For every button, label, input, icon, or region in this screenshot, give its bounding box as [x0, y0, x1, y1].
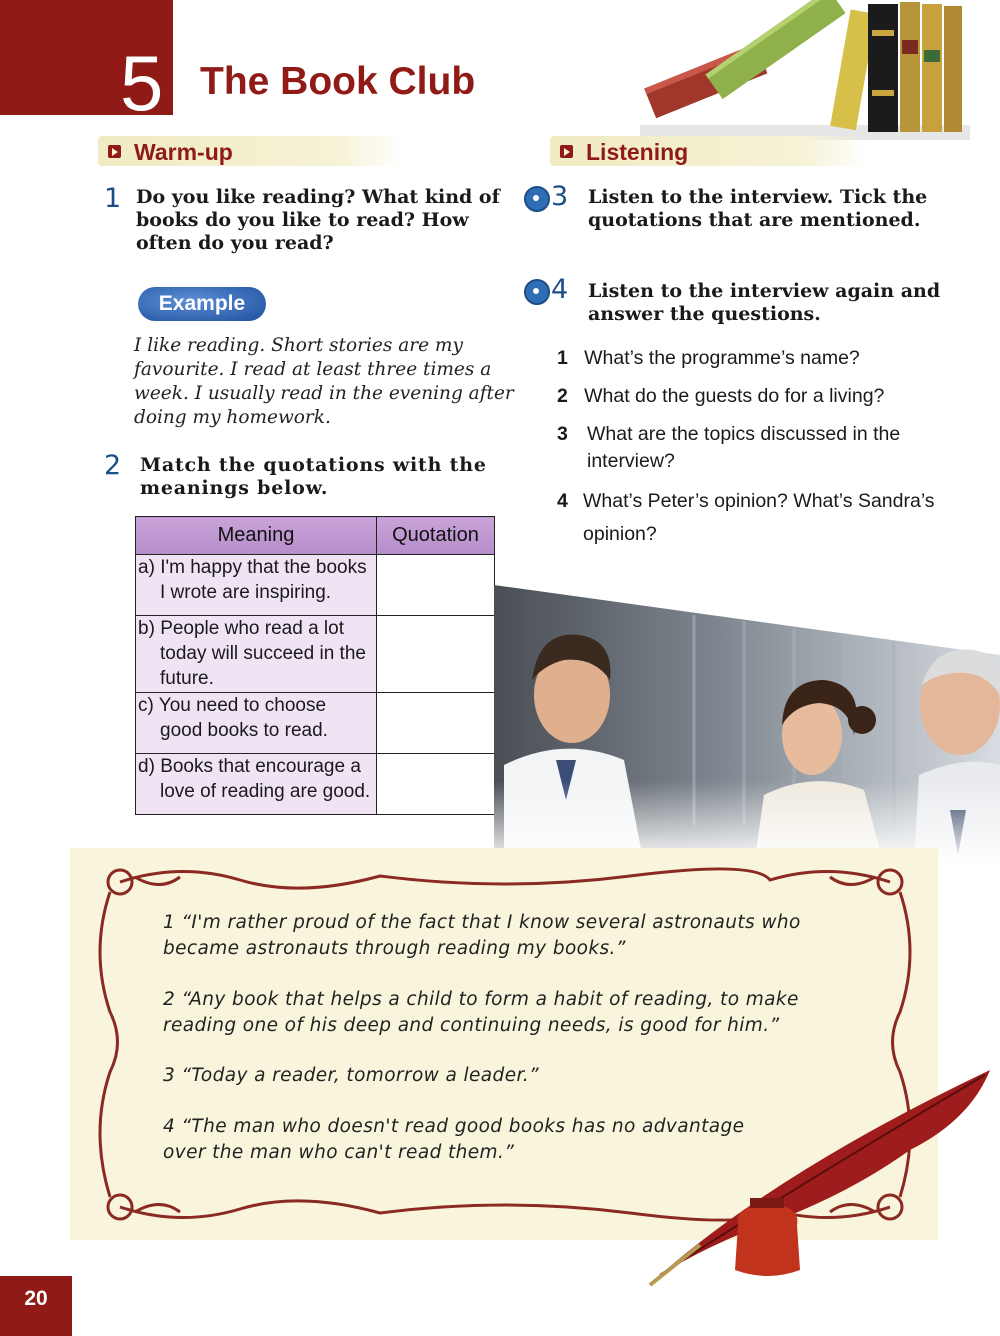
quote-number: 2 [163, 989, 176, 1010]
question-body: What’s Peter’s opinion? What’s Sandra’s opinion? [583, 490, 935, 545]
meaning-line: good books to read. [160, 720, 328, 741]
play-icon [560, 145, 573, 158]
question-number: 2 [104, 450, 122, 481]
question-body: What do the guests do for a living? [584, 385, 885, 407]
table-row [136, 616, 495, 693]
unit-number: 5 [120, 39, 164, 127]
listening-heading: Listening [586, 139, 689, 165]
question-text: Match the quotations with the meanings below. [140, 454, 487, 499]
example-badge: Example [138, 287, 266, 321]
meaning-line: love of reading are good. [160, 781, 371, 802]
play-icon [108, 145, 121, 158]
quote-text: “Any book that helps a child to form a habit of reading, to make reading one of his deep and continuing needs, is good for him.” [163, 989, 799, 1036]
quote-text: “I'm rather proud of the fact that I know several astronauts who became astronauts through reading my books.” [163, 912, 801, 959]
table-header-quotation: Quotation [377, 517, 495, 555]
quote-number: 3 [163, 1065, 176, 1086]
table-header-meaning: Meaning [136, 517, 377, 555]
quote-item [163, 910, 863, 962]
question-text: Do you like reading? What kind of books do you like to read? How often do you read? [136, 186, 500, 254]
listening-heading-bar [550, 136, 868, 166]
meaning-line: Books that encourage a [160, 756, 361, 777]
meaning-line: today will succeed in the [160, 643, 366, 664]
listening-question [557, 383, 947, 410]
row-letter: c) [138, 695, 154, 716]
quote-item [163, 987, 863, 1039]
table-row [136, 555, 495, 616]
books-illustration [640, 0, 970, 140]
question-index: 3 [557, 423, 568, 445]
table-row [136, 693, 495, 754]
page-number: 20 [24, 1287, 48, 1310]
matching-table [135, 516, 495, 815]
quote-number: 1 [163, 912, 176, 933]
row-letter: b) [138, 618, 155, 639]
unit-title: The Book Club [200, 60, 476, 103]
example-text: I like reading. Short stories are my favourite. I read at least three times a week. I usually read in the evening after doing my homework. [134, 335, 514, 428]
question-number: 4 [551, 274, 569, 305]
quotation-answer-cell[interactable] [377, 616, 495, 693]
meaning-cell [136, 754, 377, 815]
meaning-line: I wrote are inspiring. [160, 582, 332, 603]
question-number: 1 [104, 183, 122, 214]
quotation-answer-cell[interactable] [377, 754, 495, 815]
warmup-heading: Warm-up [134, 139, 233, 165]
question-body: What’s the programme’s name? [584, 347, 860, 369]
row-letter: d) [138, 756, 155, 777]
row-letter: a) [138, 557, 155, 578]
listening-question [557, 421, 937, 475]
question-number: 3 [551, 181, 569, 212]
meaning-cell [136, 555, 377, 616]
interview-photo [494, 585, 1000, 865]
question-text: Listen to the interview again and answer the questions. [588, 280, 941, 325]
meaning-line: I'm happy that the books [160, 557, 367, 578]
quill-illustration [640, 1060, 1000, 1290]
listening-question [557, 485, 937, 551]
quote-text: “Today a reader, tomorrow a leader.” [181, 1065, 540, 1086]
meaning-line: You need to choose [158, 695, 327, 716]
audio-cd-icon[interactable] [524, 279, 550, 305]
question-text: Listen to the interview. Tick the quotations that are mentioned. [588, 186, 928, 231]
table-row [136, 754, 495, 815]
question-index: 2 [557, 385, 568, 407]
quote-text: “The man who doesn't read good books has no advantage over the man who can't read them.” [163, 1116, 745, 1163]
meaning-line: future. [160, 668, 214, 689]
listening-question [557, 345, 947, 372]
meaning-line: People who read a lot [160, 618, 344, 639]
question-index: 4 [557, 490, 568, 512]
quotation-answer-cell[interactable] [377, 693, 495, 754]
meaning-cell [136, 693, 377, 754]
question-body: What are the topics discussed in the interview? [587, 423, 901, 472]
question-index: 1 [557, 347, 568, 369]
warmup-heading-bar [98, 136, 400, 166]
quote-number: 4 [163, 1116, 176, 1137]
audio-cd-icon[interactable] [524, 186, 550, 212]
meaning-cell [136, 616, 377, 693]
quotation-answer-cell[interactable] [377, 555, 495, 616]
